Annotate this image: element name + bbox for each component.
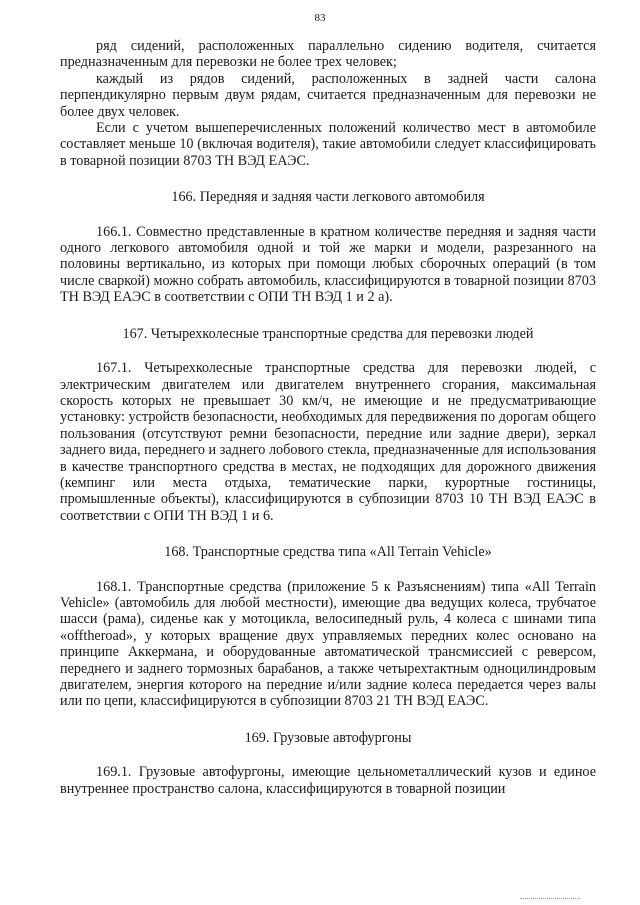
scan-artifact-mark	[520, 898, 580, 902]
section-heading-167: 167. Четырехколесные транспортные средства для перевозки людей	[122, 325, 534, 342]
section-heading-168: 168. Транспортные средства типа «All Terrain Vehicle»	[164, 544, 492, 561]
paragraph-166-1: 166.1. Совместно представленные в кратном количестве передняя и задняя части одного легкового автомобиля одной и той же марки и модели, разрезанного на половины вертикально, из которых при помощи любых сборочных операций (в том числе сваркой) можно собрать автомобиль, классифицируются в товарной позиции 8703 ТН ВЭД ЕАЭС в соответствии с ОПИ ТН ВЭД 1 и 2 а).	[60, 223, 596, 306]
paragraph: каждый из рядов сидений, расположенных в задней части салона перпендикулярно первым двум рядам, считается предназначенным для перевозки не более двух человек.	[60, 70, 596, 120]
paragraph-167-1: 167.1. Четырехколесные транспортные средства для перевозки людей, с электрическим двигателем или двигателем внутреннего сгорания, максимальная скорость которых не превышает 30 км/ч, не имеющие и не предусматривающие установку: устройств безопасности, необходимых для передвижения по дорогам общего пользования (отсутствуют ремни безопасности, передние или задние двери), зеркал заднего вида, переднего и заднего лобового стекла, предназначенные для использования в качестве транспортного средства в местах, не подходящих для дорожного движения (кемпинг или места отдыха, тематические парки, курортные гостиницы, промышленные объекты), классифицируются в субпозиции 8703 10 ТН ВЭД ЕАЭС в соответствии с ОПИ ТН ВЭД 1 и 6.	[60, 360, 596, 524]
paragraph-168-1: 168.1. Транспортные средства (приложение 5 к Разъяснениям) типа «All Terrain Vehicle» (автомобиль для любой местности), имеющие два ведущих колеса, трубчатое шасси (рама), сиденье как у мотоцикла, велосипедный руль, 4 колеса с шинами типа «offtheroad», у которых вращение двух управляемых передних колес основано на принципе Аккермана, и оборудованные автоматической трансмиссией с реверсом, переднего и заднего тормозных барабанов, а также четырехтактным одноцилиндровым двигателем, энергия которого на передние и/или задние колеса передается через валы или по цепи, классифицируются в субпозиции 8703 21 ТН ВЭД ЕАЭС.	[60, 578, 596, 710]
paragraph: ряд сидений, расположенных параллельно сидению водителя, считается предназначенным для перевозки не более трех человек;	[60, 38, 596, 71]
section-heading-166: 166. Передняя и задняя части легкового автомобиля	[171, 189, 485, 206]
page-number: 83	[314, 12, 326, 24]
paragraph-169-1: 169.1. Грузовые автофургоны, имеющие цельнометаллический кузов и единое внутреннее пространство салона, классифицируются в товарной позиции	[60, 764, 596, 797]
section-heading-169: 169. Грузовые автофургоны	[244, 729, 412, 746]
paragraph: Если с учетом вышеперечисленных положений количество мест в автомобиле составляет меньше 10 (включая водителя), такие автомобили следует классифицировать в товарной позиции 8703 ТН ВЭД ЕАЭС.	[60, 120, 596, 169]
document-body	[60, 38, 596, 797]
